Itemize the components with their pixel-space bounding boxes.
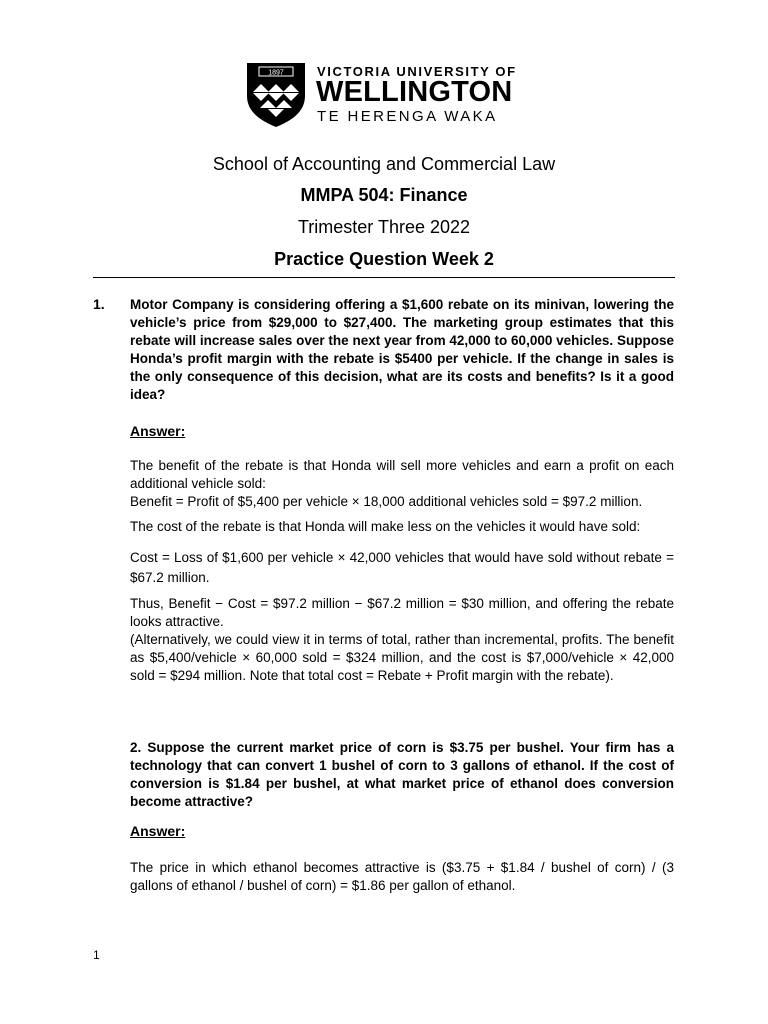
question-1-text: Motor Company is considering offering a $1,600 rebate on its minivan, lowering the vehicle’s price from $29,000 to $27,400. The marketing group estimates that this rebate will increase sales over the next year from 42,000 to 60,000 vehicles. Suppose Honda’s profit margin with the rebate is $5400 per vehicle. If the change in sales is the only consequence of this decision, what are its costs and benefits? Is it a good idea? <box>130 297 674 402</box>
logo-line-1: VICTORIA UNIVERSITY OF <box>317 64 517 79</box>
logo-year: 1897 <box>268 69 284 77</box>
shield-logo-icon <box>245 62 307 128</box>
question-2-text: 2. Suppose the current market price of corn is $3.75 per bushel. Your firm has a technology that can convert 1 bushel of corn to 3 gallons of ethanol. If the cost of conversion is $1.84 per bushel, at what market price of ethanol does conversion become attractive? <box>130 740 674 809</box>
page-title: Practice Question Week 2 <box>274 249 494 269</box>
school-heading: School of Accounting and Commercial Law <box>212 154 556 174</box>
answer-1-benefit-text: The benefit of the rebate is that Honda will sell more vehicles and earn a profit on each additional vehicle sold: <box>130 458 674 491</box>
answer-1-conclusion-text: Thus, Benefit − Cost = $97.2 million − $67.2 million = $30 million, and offering the rebate looks attractive. <box>130 596 674 629</box>
question-1-answer-label: Answer: <box>130 423 186 439</box>
answer-2-text: The price in which ethanol becomes attractive is ($3.75 + $1.84 / bushel of corn) / (3 gallons of ethanol / bushel of corn) = $1.86 per gallon of ethanol. <box>130 860 674 893</box>
header-divider <box>93 277 675 278</box>
logo-line-2: WELLINGTON <box>316 76 513 108</box>
answer-1-benefit-paragraph <box>130 457 674 511</box>
answer-1-conclusion <box>130 595 674 685</box>
page-number: 1 <box>93 948 100 962</box>
university-logo <box>245 62 527 128</box>
term-heading: Trimester Three 2022 <box>297 217 471 237</box>
logo-line-3: TE HERENGA WAKA <box>317 108 498 125</box>
answer-1-alternative-text: (Alternatively, we could view it in terms of total, rather than incremental, profits. The benefit as $5,400/vehicle × 60,000 sold = $324 million, and the cost is $7,000/vehicle × 42,000 sold = $294 million. Note that total cost = Rebate + Profit margin with the rebate). <box>130 632 674 683</box>
answer-1-benefit-formula: Benefit = Profit of $5,400 per vehicle × 18,000 additional vehicles sold = $97.2 million. <box>130 494 643 509</box>
answer-1-cost-intro: The cost of the rebate is that Honda will make less on the vehicles it would have sold: <box>130 519 641 534</box>
question-2-answer-label: Answer: <box>130 823 186 839</box>
answer-1-cost-formula: Cost = Loss of $1,600 per vehicle × 42,000 vehicles that would have sold without rebate = $67.2 million. <box>130 550 674 585</box>
course-heading: MMPA 504: Finance <box>300 185 468 205</box>
question-1-number: 1. <box>93 296 105 312</box>
